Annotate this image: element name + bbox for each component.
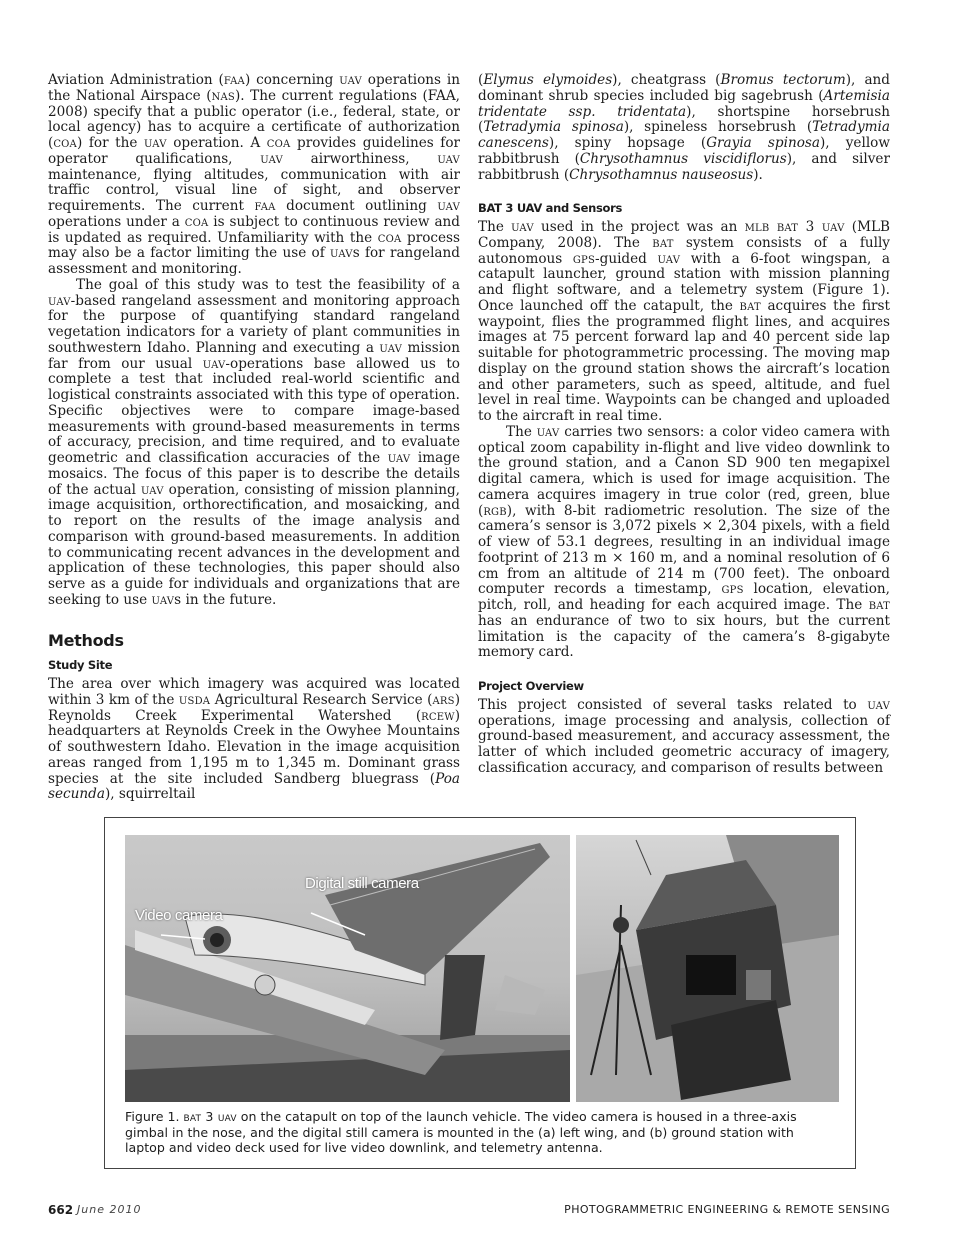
acronym: bat 3 uav — [183, 1109, 237, 1124]
paragraph-species: (Elymus elymoides), cheatgrass (Bromus tectorum), and dominant shrub species included big sagebrush (Artemisia tridentate ssp. tridentata), shortspine horsebrush (Tetradymia spinosa), spineless horsebrush (Tetradymia canescens), spiny hopsage (Grayia spinosa), yellow rabbitbrush (Chrysothamnus viscidiflorus), and silver rabbitbrush (Chrysothamnus nauseosus). — [478, 72, 891, 183]
figure-photo-uav-on-catapult — [125, 835, 570, 1102]
issue-date: June 2010 — [77, 1203, 142, 1216]
left-column — [48, 73, 460, 803]
species-name: Elymus elymoides — [483, 72, 613, 88]
acronym: uav — [140, 481, 164, 498]
acronym: faa — [223, 72, 245, 88]
species-name: Chrysothamnus nauseosus — [569, 166, 754, 183]
acronym: uav — [379, 339, 403, 356]
acronym: uav — [867, 696, 890, 713]
figure-1 — [104, 817, 856, 1169]
acronym: uav — [48, 292, 71, 309]
species-name: Artemisia tridentate ssp. tridentata — [478, 87, 890, 120]
page-footer — [48, 1203, 890, 1219]
acronym: coa — [377, 229, 402, 246]
callout-video-camera: Video camera — [135, 907, 223, 924]
page-number: 662 — [48, 1203, 74, 1217]
acronym: uav — [536, 423, 560, 440]
acronym: uav — [151, 591, 175, 608]
species-name: Chrysothamnus viscidiflorus — [579, 150, 787, 167]
acronym: gps — [721, 581, 744, 598]
acronym: gps — [572, 250, 596, 267]
species-name: Poa secunda — [48, 770, 460, 803]
figure-photo-ground-station — [576, 835, 839, 1102]
acronym: uav — [260, 150, 283, 167]
acronym: nas — [211, 87, 235, 104]
species-name: Tetradymia spinosa — [483, 119, 624, 136]
acronym: uav — [202, 355, 226, 372]
acronym: uav — [387, 450, 411, 466]
acronym: uav — [437, 198, 460, 214]
paragraph-study-goal: The goal of this study was to test the feasibility of a uav-based rangeland assessment and monitoring approach for the purpose of quantifying standard rangeland vegetation indicators for a variety of plant communities in southwestern Idaho. Planning and executing a uav mission far from our usual uav-operations base allowed us to complete a test that included real-world scientific and logistical constraints associated with this type of operation. Specific objectives were to compare image-based measurements with ground-based measurements in terms of accuracy, precision, and time required, and to evaluate geometric and classification accuracies of the uav image mosaics. The focus of this paper is to describe the details of the actual uav operation, consisting of mission planning, image acquisition, orthorectification, and mosaicking, and to report on the results of the image analysis and comparison with ground-based measurements. In addition to communicating recent advances in the development and application of these technologies, this paper should also serve as a guide for individuals and organizations that are seeking to use uavs in the future. — [48, 276, 460, 608]
acronym: coa — [184, 213, 209, 230]
acronym: uav — [511, 219, 534, 235]
section-heading-methods: Methods — [48, 630, 124, 650]
acronym: usda — [178, 691, 211, 708]
acronym: bat — [868, 597, 890, 613]
paragraph-project-overview: This project consisted of several tasks related to uav operations, image processing and analysis, collection of ground-based measurement, and accuracy assessment, the latter of which included geometric accuracy of imagery, classification accuracy, and comparison of results between — [478, 696, 890, 776]
species-name: Tetradymia canescens — [478, 119, 890, 151]
acronym: uav — [657, 250, 681, 267]
callout-digital-still-camera: Digital still camera — [305, 875, 419, 892]
paragraph-sensors: The uav carries two sensors: a color video camera with optical zoom capability in-flight and live video downlink to the ground station, and a Canon SD 900 ten megapixel digital camera, which is used for image acquisition. The camera acquires imagery in true color (red, green, blue (rgb), with 8-bit radiometric resolution. The size of the camera’s sensor is 3,072 pixels × 2,304 pixels, with a field of view of 53.1 degrees, resulting in an individual image footprint of 213 m × 160 m, and a nominal resolution of 6 cm from an altitude of 214 m (700 feet). The onboard computer records a timestamp, gps location, elevation, pitch, roll, and heading for each acquired image. The bat has an endurance of two to six hours, but the current limitation is the capacity of the camera’s 8-gigabyte memory card. — [478, 423, 890, 661]
paragraph-bat-system: The uav used in the project was an mlb bat 3 uav (MLB Company, 2008). The bat system consists of a fully autonomous gps-guided uav with a 6-foot wingspan, a catapult launcher, ground station with mission planning and flight software, and a telemetry system (Figure 1). Once launched off the catapult, the bat acquires the first waypoint, flies the programmed flight lines, and acquires images at 75 percent forward lap and 40 percent side lap suitable for photogrammetric processing. The moving map display on the ground station shows the aircraft’s location and other parameters, such as speed, altitude, and fuel level in real time. Waypoints can be changed and uploaded to the aircraft in real time. — [478, 219, 891, 424]
acronym: uav — [437, 150, 460, 167]
acronym: bat — [652, 234, 674, 251]
species-name: Bromus tectorum — [720, 72, 846, 88]
paragraph-study-site: The area over which imagery was acquired was located within 3 km of the usda Agricultural Research Service (ars) Reynolds Creek Experimental Watershed (rcew) headquarters at Reynolds Creek in the Owyhee Mountains of southwestern Idaho. Elevation in the image acquisition areas ranged from 1,195 m to 1,345 m. Dominant grass species at the site included Sandberg bluegrass (Poa secunda), squirreltail — [48, 676, 460, 803]
figure-caption: Figure 1. bat 3 uav on the catapult on top of the launch vehicle. The video camera is housed in a three-axis gimbal in the nose, and the digital still camera is mounted in the (a) left wing, and (b) ground station with laptop and video deck used for live video downlink, and telemetry antenna. — [125, 1109, 797, 1155]
journal-name: PHOTOGRAMMETRIC ENGINEERING & REMOTE SENSING — [564, 1203, 890, 1216]
acronym: coa — [266, 135, 291, 151]
paragraph-faa-regulations: Aviation Administration (faa) concerning uav operations in the National Airspace (nas). The current regulations (FAA, 2008) specify that a public operator (i.e., federal, state, or local agency) has to acquire a certificate of authorization (coa) for the uav operation. A coa provides guidelines for operator qualifications, uav airworthiness, uav maintenance, flying altitudes, communication with air traffic control, visual line of sight, and observer requirements. The current faa document outlining uav operations under a coa is subject to continuous review and is updated as required. Unfamiliarity with the coa process may also be a factor limiting the use of uavs for rangeland assessment and monitoring. — [48, 72, 460, 277]
acronym: mlb bat 3 uav — [744, 219, 845, 235]
acronym: uav — [330, 245, 353, 262]
acronym: bat — [739, 297, 761, 314]
acronym: uav — [339, 72, 362, 88]
acronym: ars — [432, 691, 455, 708]
acronym: rgb — [483, 502, 507, 519]
subheading-study-site: Study Site — [48, 658, 113, 673]
acronym: coa — [53, 135, 77, 151]
acronym: uav — [143, 135, 167, 151]
acronym: faa — [254, 198, 276, 214]
ground-station-photo-illustration — [576, 835, 839, 1102]
acronym: rcew — [421, 707, 455, 724]
right-column — [478, 73, 890, 777]
subheading-project-overview: Project Overview — [478, 679, 584, 693]
species-name: Grayia spinosa — [706, 135, 820, 151]
subheading-bat3-uav: BAT 3 UAV and Sensors — [478, 201, 623, 216]
